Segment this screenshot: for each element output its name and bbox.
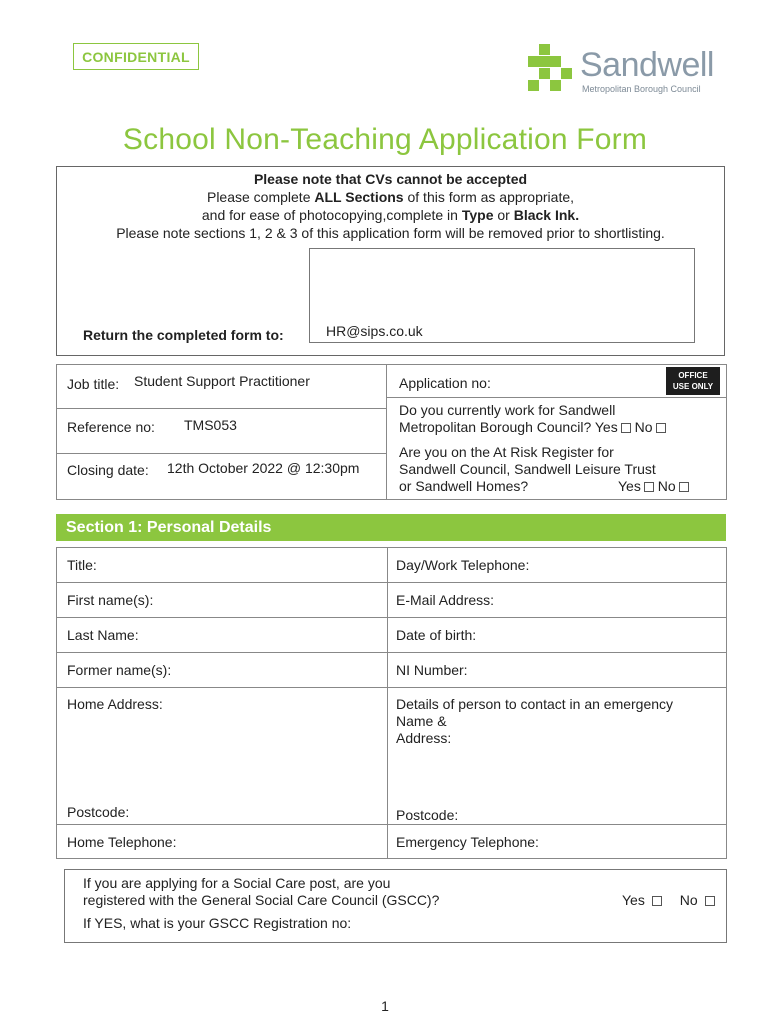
work-no-checkbox[interactable] <box>656 423 666 433</box>
application-no-label: Application no: <box>399 375 491 391</box>
job-title-label: Job title: <box>67 376 120 392</box>
email-field[interactable] <box>387 582 727 618</box>
work-question-line2 <box>399 419 666 435</box>
first-name-label: First name(s): <box>67 592 154 608</box>
emergency-contact-field[interactable] <box>387 687 727 825</box>
office-use-only-badge <box>666 367 720 395</box>
home-address-label: Home Address: <box>67 696 163 712</box>
risk-yes-label: Yes <box>618 478 641 494</box>
day-telephone-field[interactable] <box>387 547 727 583</box>
cv-note: Please note that CVs cannot be accepted <box>253 171 528 187</box>
reference-cell[interactable] <box>56 408 387 454</box>
home-address-field[interactable] <box>56 687 388 825</box>
email-label: E-Mail Address: <box>396 592 495 608</box>
complete-note-bold: ALL Sections <box>314 189 404 205</box>
page-number: 1 <box>381 998 389 1014</box>
work-question-text: Metropolitan Borough Council? Yes <box>399 419 618 435</box>
risk-answers <box>618 478 689 494</box>
last-name-field[interactable] <box>56 617 388 653</box>
gscc-question-line2: registered with the General Social Care Council (GSCC)? <box>83 892 440 908</box>
application-no-cell[interactable] <box>386 364 727 398</box>
instructions-box <box>56 166 725 356</box>
at-risk-cell <box>386 440 727 500</box>
ni-number-field[interactable] <box>387 652 727 688</box>
gscc-answers <box>622 892 715 908</box>
office-line2: USE ONLY <box>672 382 714 391</box>
return-address-box[interactable] <box>309 248 695 343</box>
gscc-yes-label: Yes <box>622 892 645 908</box>
emergency-postcode-label: Postcode: <box>396 807 459 823</box>
reference-label: Reference no: <box>67 419 155 435</box>
current-employee-cell <box>386 397 727 442</box>
complete-note-pre: Please complete <box>206 189 315 205</box>
risk-no-label: No <box>657 478 676 494</box>
gscc-no-label: No <box>679 892 698 908</box>
gscc-question-line1: If you are applying for a Social Care post, are you <box>83 875 391 891</box>
gscc-no-checkbox[interactable] <box>705 896 715 906</box>
ink-note-black: Black Ink. <box>513 207 580 223</box>
title-label: Title: <box>67 557 97 573</box>
day-telephone-label: Day/Work Telephone: <box>396 557 530 573</box>
emergency-address-label: Address: <box>396 730 452 746</box>
ni-number-label: NI Number: <box>396 662 468 678</box>
ink-note-or: or <box>493 207 514 223</box>
job-title-value: Student Support Practitioner <box>134 373 310 389</box>
section-1-heading: Section 1: Personal Details <box>56 514 726 541</box>
dob-label: Date of birth: <box>396 627 477 643</box>
logo-name: Sandwell <box>580 46 714 84</box>
work-yes-checkbox[interactable] <box>621 423 631 433</box>
home-postcode-label: Postcode: <box>67 804 130 820</box>
complete-note <box>57 189 724 205</box>
return-label: Return the completed form to: <box>83 327 284 343</box>
gscc-yes-checkbox[interactable] <box>652 896 662 906</box>
ink-note-type: Type <box>461 207 494 223</box>
emergency-contact-label: Details of person to contact in an emergency <box>396 696 674 712</box>
sandwell-logo <box>528 44 738 96</box>
emergency-telephone-label: Emergency Telephone: <box>396 834 539 850</box>
risk-question-line3: or Sandwell Homes? <box>399 478 529 494</box>
closing-date-value: 12th October 2022 @ 12:30pm <box>167 460 360 476</box>
title-field[interactable] <box>56 547 388 583</box>
closing-date-label: Closing date: <box>67 462 149 478</box>
risk-no-checkbox[interactable] <box>679 482 689 492</box>
complete-note-post: of this form as appropriate, <box>403 189 575 205</box>
home-telephone-label: Home Telephone: <box>67 834 177 850</box>
dob-field[interactable] <box>387 617 727 653</box>
emergency-telephone-field[interactable] <box>387 824 727 859</box>
form-title: School Non-Teaching Application Form <box>122 123 648 156</box>
risk-question-line1: Are you on the At Risk Register for <box>399 444 614 460</box>
removal-note: Please note sections 1, 2 & 3 of this application form will be removed prior to shortlisting. <box>116 225 665 241</box>
first-name-field[interactable] <box>56 582 388 618</box>
risk-question-line2: Sandwell Council, Sandwell Leisure Trust <box>399 461 656 477</box>
work-no-label: No <box>634 419 653 435</box>
home-telephone-field[interactable] <box>56 824 388 859</box>
gscc-registration-label[interactable]: If YES, what is your GSCC Registration no: <box>83 915 352 931</box>
work-question-line1: Do you currently work for Sandwell <box>399 402 616 418</box>
gscc-box <box>64 869 727 943</box>
former-name-label: Former name(s): <box>67 662 172 678</box>
risk-yes-checkbox[interactable] <box>644 482 654 492</box>
job-title-cell[interactable] <box>56 364 387 409</box>
office-line1: OFFICE <box>678 371 708 380</box>
closing-date-cell[interactable] <box>56 453 387 500</box>
confidential-label: CONFIDENTIAL <box>73 43 199 70</box>
reference-value: TMS053 <box>184 417 237 433</box>
last-name-label: Last Name: <box>67 627 139 643</box>
former-name-field[interactable] <box>56 652 388 688</box>
ink-note <box>57 207 724 223</box>
emergency-name-label: Name & <box>396 713 447 729</box>
return-email: HR@sips.co.uk <box>326 323 423 339</box>
ink-note-pre: and for ease of photocopying,complete in <box>201 207 462 223</box>
logo-subtitle: Metropolitan Borough Council <box>582 84 701 94</box>
logo-squares-icon <box>528 44 572 92</box>
